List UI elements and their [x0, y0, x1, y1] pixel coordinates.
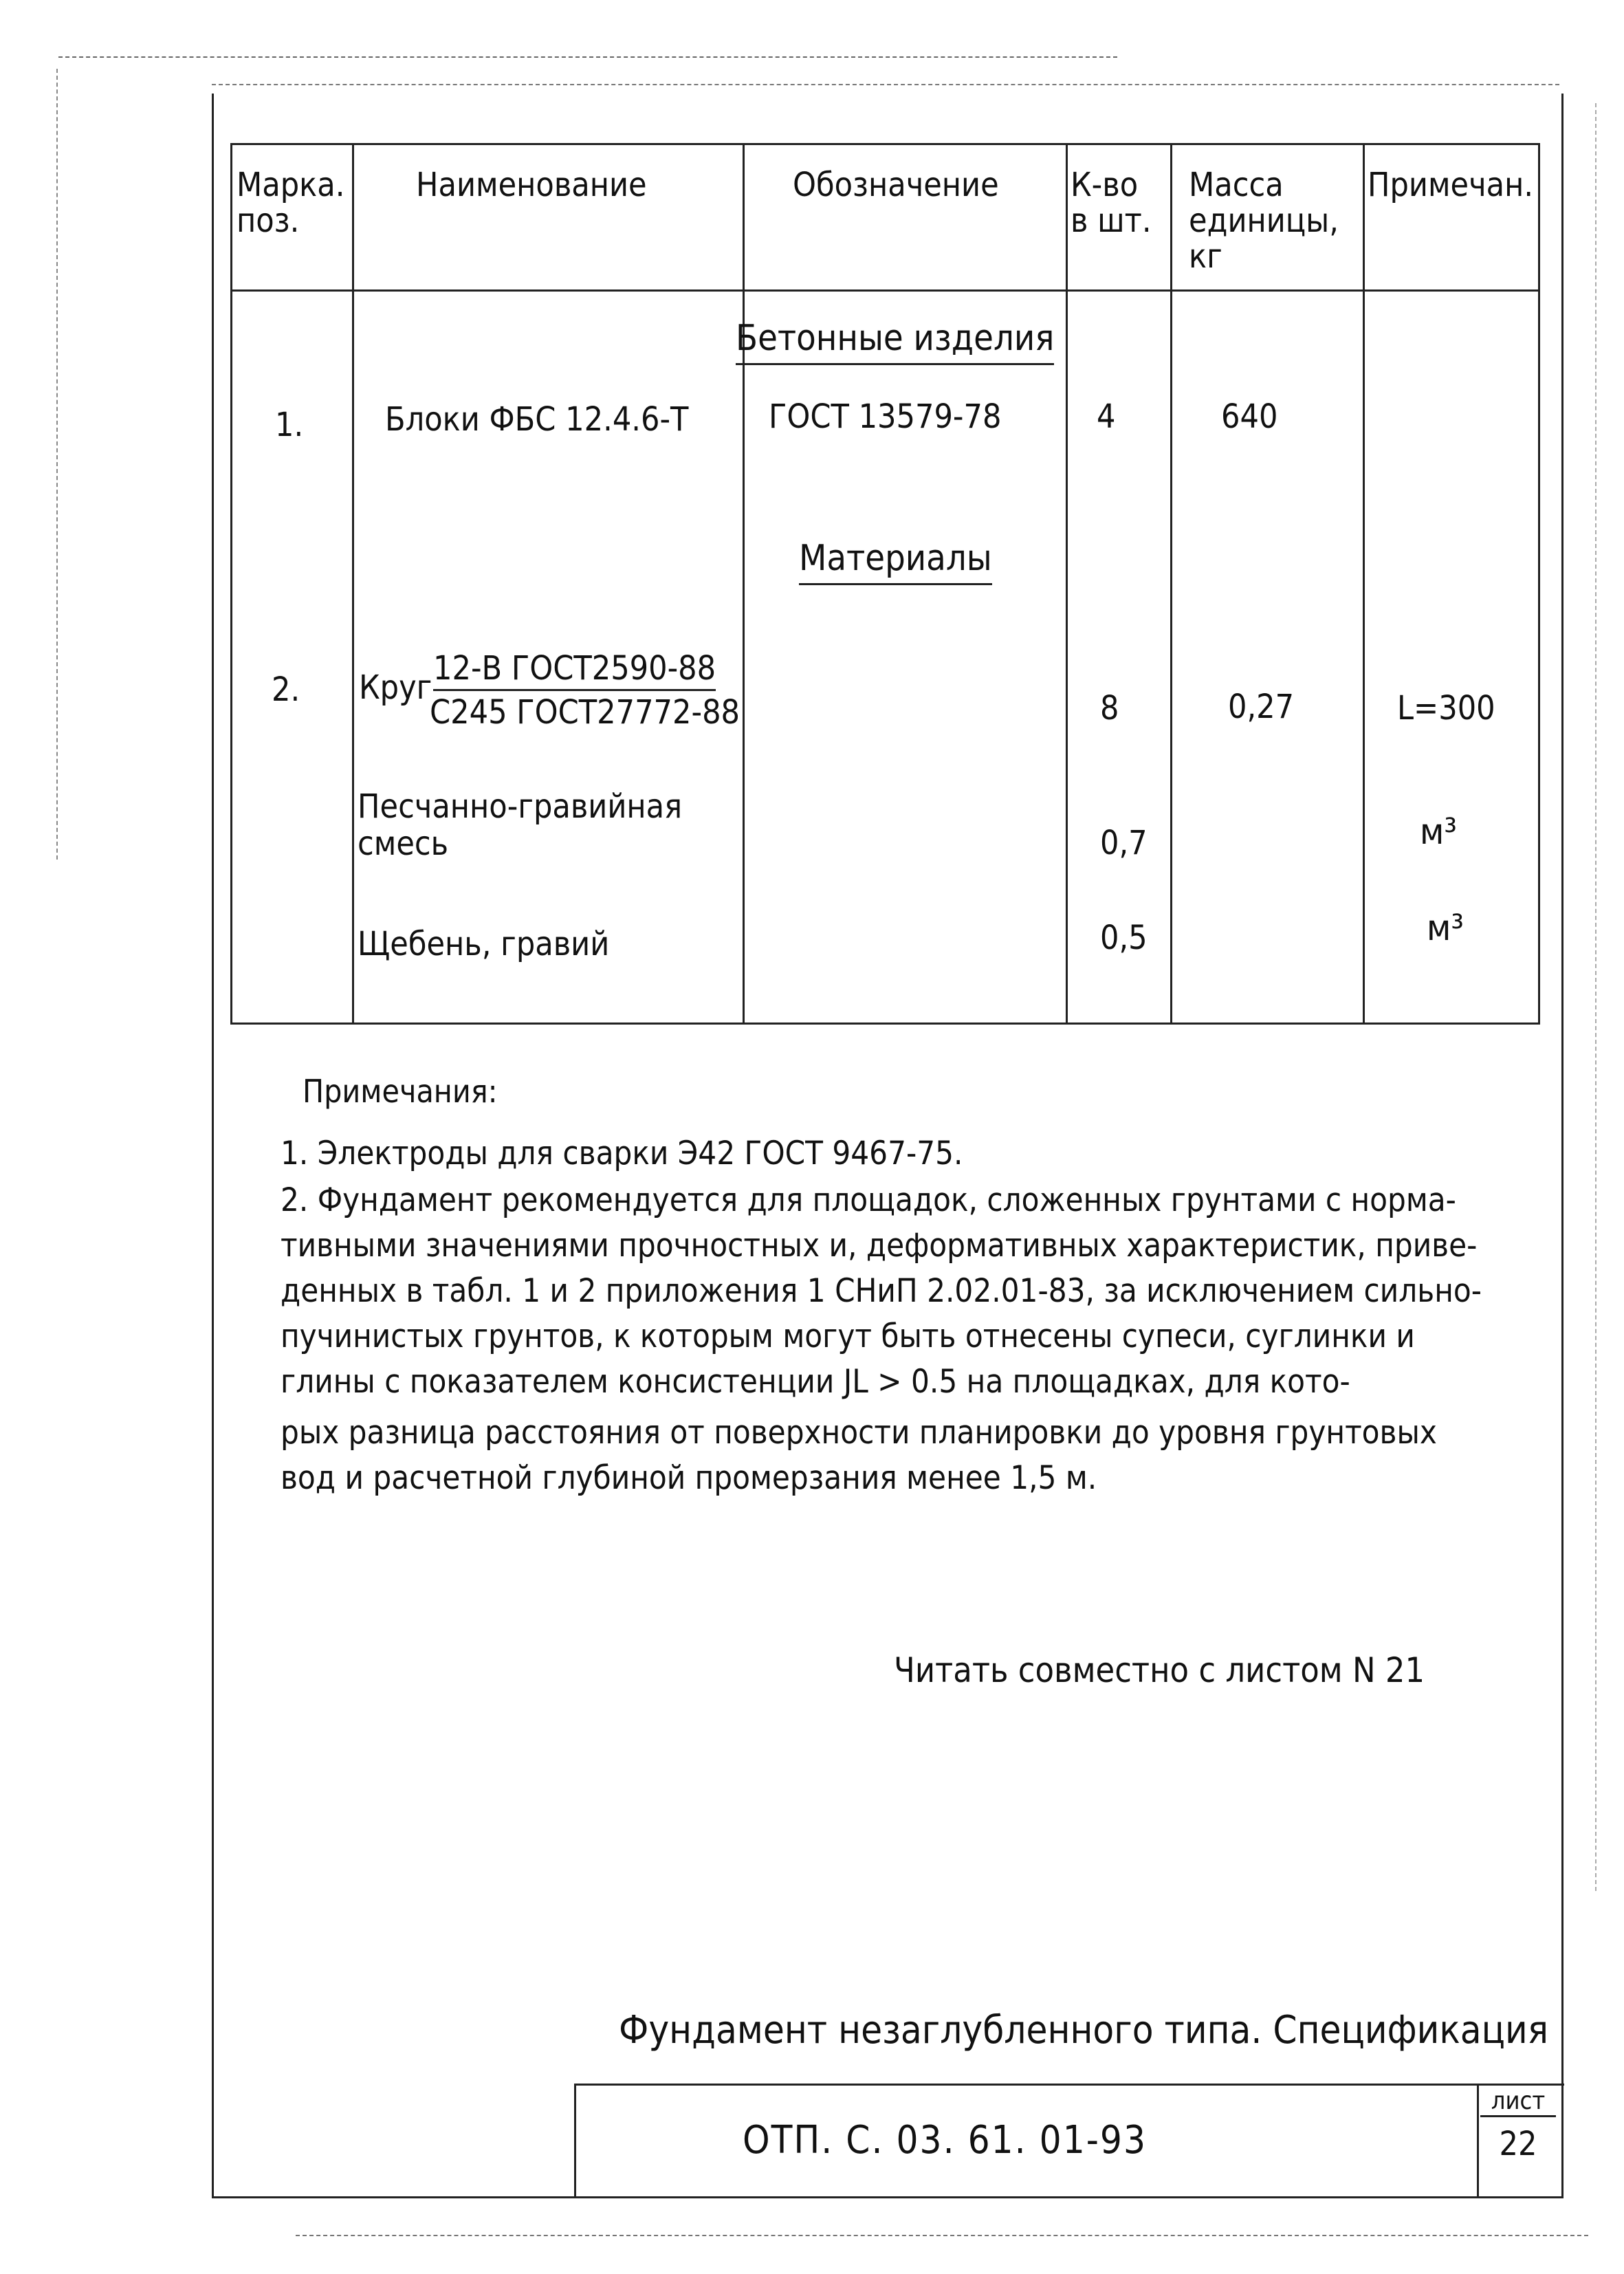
- row3-note: м³: [1420, 811, 1458, 853]
- note-line-3: тивными значениями прочностных и, деформативных характеристик, приве-: [281, 1227, 1478, 1265]
- frame-top-line: [212, 84, 1559, 85]
- note-line-8: вод и расчетной глубиной промерзания менее 1,5 м.: [281, 1459, 1097, 1497]
- header-designation: Обозначение: [744, 144, 1067, 291]
- row2-name-prefix: Круг: [359, 668, 432, 707]
- row4-note: м³: [1427, 908, 1464, 949]
- row1-mass: 640: [1221, 397, 1278, 436]
- row4-name: Щебень, гравий: [358, 925, 610, 963]
- row2-qty: 8: [1100, 689, 1119, 728]
- note-line-1: 1. Электроды для сварки Э42 ГОСТ 9467-75.: [281, 1135, 963, 1172]
- sheet-number: 22: [1499, 2125, 1537, 2163]
- top-border-line: [58, 56, 1117, 58]
- document-code: ОТП. С. 03. 61. 01-93: [743, 2118, 1148, 2163]
- note-line-5: пучинистых грунтов, к которым могут быть отнесены супеси, суглинки и: [281, 1318, 1415, 1355]
- row4-qty: 0,5: [1100, 919, 1148, 957]
- row1-qty: 4: [1097, 397, 1116, 436]
- header-mass: Масса единицы, кг: [1172, 144, 1364, 291]
- sheet-label: лист: [1480, 2087, 1556, 2117]
- section-concrete: Бетонные изделия: [736, 318, 1054, 365]
- left-margin-line: [56, 69, 58, 860]
- row2-name-bottom: С245 ГОСТ27772-88: [430, 693, 740, 732]
- row3-qty: 0,7: [1100, 824, 1148, 862]
- read-with-reference: Читать совместно с листом N 21: [894, 1650, 1425, 1690]
- row2-name-top: 12-В ГОСТ2590-88: [433, 649, 716, 691]
- row3-name: Песчанно-гравийная смесь: [358, 787, 683, 863]
- bottom-border-line: [296, 2235, 1588, 2236]
- row1-pos: 1.: [275, 406, 304, 444]
- notes-title: Примечания:: [303, 1073, 498, 1110]
- right-margin-line: [1595, 103, 1596, 1891]
- header-qty: К-во в шт.: [1067, 144, 1172, 291]
- row2-mass: 0,27: [1228, 688, 1295, 726]
- note-line-7: рых разница расстояния от поверхности планировки до уровня грунтовых: [281, 1414, 1437, 1452]
- document-title: Фундамент незаглубленного типа. Спецификация: [619, 2008, 1548, 2053]
- note-line-6: глины с показателем консистенции JL > 0.5 на площадках, для кото-: [281, 1363, 1350, 1401]
- note-line-2: 2. Фундамент рекомендуется для площадок, сложенных грунтами с норма-: [281, 1181, 1456, 1219]
- row1-designation: ГОСТ 13579-78: [769, 397, 1002, 436]
- note-line-4: денных в табл. 1 и 2 приложения 1 СНиП 2.02.01-83, за исключением сильно-: [281, 1272, 1482, 1310]
- header-note: Примечан.: [1364, 144, 1539, 291]
- row2-note: L=300: [1397, 689, 1495, 728]
- header-pos: Марка. поз.: [232, 144, 353, 291]
- row1-name: Блоки ФБС 12.4.6-Т: [385, 400, 689, 439]
- header-name: Наименование: [353, 144, 744, 291]
- section-materials: Материалы: [799, 538, 992, 585]
- row2-pos: 2.: [272, 670, 300, 709]
- table-header-row: [232, 144, 1539, 291]
